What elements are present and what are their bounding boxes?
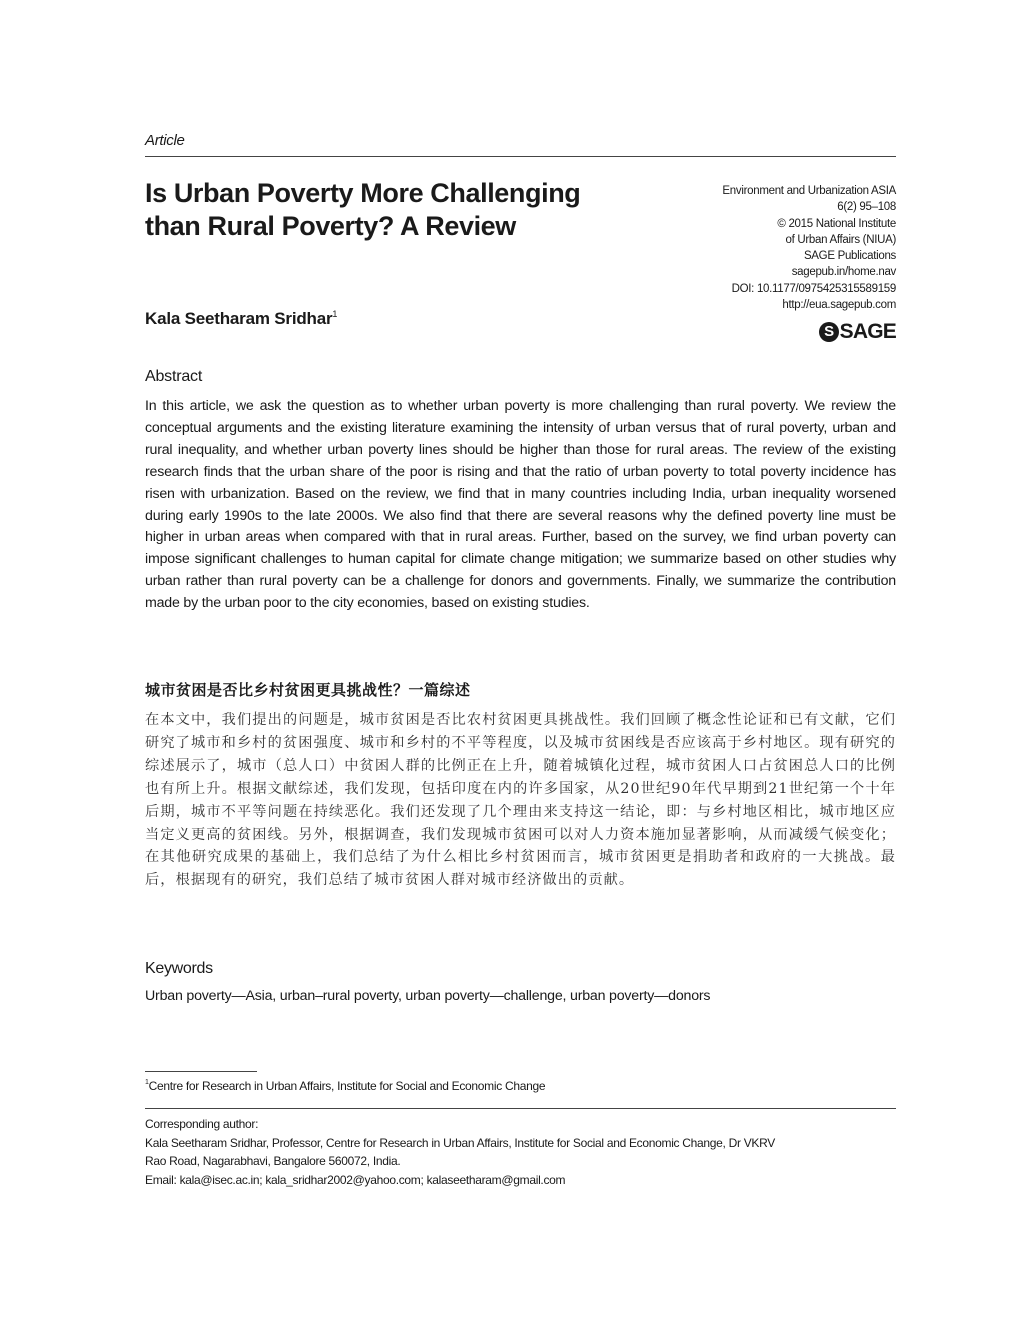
chinese-abstract-title: 城市贫困是否比乡村贫困更具挑战性？一篇综述 [145,681,471,699]
abstract-text: In this article, we ask the question as to whether urban poverty is more challenging than rural poverty. We review the conceptual arguments and the existing literature examining the intensity of urban versus that of rural poverty, urban and rural inequality, and whether urban poverty lines should be higher than those for rural areas. The review of the existing research finds that the urban share of the poor is rising and that the ratio of urban poverty to total poverty incidence has risen with urbanization. Based on the review, we find that in many countries including India, urban inequality worsened during early 1990s to the late 2000s. We also find that there are several reasons why the defined poverty line must be higher in urban areas when compared with that in rural areas. Further, based on the survey, we find urban poverty can impose significant challenges to human capital for climate change mitigation; we summarize based on other studies why urban rather than rural poverty can be a challenge for donors and governments. Finally, we summarize the contribution made by the urban poor to the city economies, based on existing studies. [145,398,896,612]
corresponding-heading: Corresponding author: [145,1117,259,1131]
title-line-1: Is Urban Poverty More Challenging [145,178,581,208]
journal-issue: 6(2) 95–108 [837,201,896,214]
corresponding-rule [145,1108,896,1109]
author-name [145,309,337,329]
journal-info-block [636,183,896,313]
corresponding-address-line-2: Rao Road, Nagarabhavi, Bangalore 560072, India. [145,1154,401,1168]
keywords-list: Urban poverty—Asia, urban–rural poverty, urban poverty—challenge, urban poverty—donors [145,988,711,1004]
affiliation-footnote [145,1079,545,1093]
article-title [145,177,665,243]
chinese-abstract-text: 在本文中，我们提出的问题是，城市贫困是否比农村贫困更具挑战性。我们回顾了概念性论证和已有文献，它们研究了城市和乡村的贫困强度、城市和乡村的不平等程度，以及城市贫困线是否应该高于乡村地区。现有研究的综述展示了，城市（总人口）中贫困人群的比例正在上升，随着城镇化过程，城市贫困人口占贫困总人口的比例也有所上升。根据文献综述，我们发现，包括印度在内的许多国家，从20世纪90年代早期到21世纪第一个十年后期，城市不平等问题在持续恶化。我们还发现了几个理由来支持这一结论，即：与乡村地区相比，城市地区应当定义更高的贫困线。另外，根据调查，我们发现城市贫困可以对人力资本施加显著影响，从而减缓气候变化；在其他研究成果的基础上，我们总结了为什么相比乡村贫困而言，城市贫困更是捐助者和政府的一大挑战。最后，根据现有的研究，我们总结了城市贫困人群对城市经济做出的贡献。 [145,712,896,889]
title-line-2: than Rural Poverty? A Review [145,211,516,241]
publisher-nav-link[interactable]: sagepub.in/home.nav [791,266,896,279]
author-affiliation-mark: 1 [332,309,338,319]
keywords-heading: Keywords [145,960,213,977]
doi-link[interactable]: DOI: 10.1177/0975425315589159 [731,282,896,295]
corresponding-address-line-1: Kala Seetharam Sridhar, Professor, Centre for Research in Urban Affairs, Institute for Social and Economic Change, Dr VKRV [145,1135,775,1150]
journal-url-link[interactable]: http://eua.sagepub.com [782,299,896,312]
publisher-name: SAGE Publications [803,250,896,263]
article-type-label: Article [145,132,185,149]
sage-logo-mark-icon: S [819,322,839,342]
author-name-text: Kala Seetharam Sridhar [145,309,333,328]
footnote-text: Centre for Research in Urban Affairs, Institute for Social and Economic Change [148,1079,546,1093]
copyright-line-cont: of Urban Affairs (NIUA) [785,233,896,246]
header-rule [145,156,896,157]
footnote-rule [145,1071,257,1072]
sage-logo-text: SAGE [839,320,896,343]
journal-name: Environment and Urbanization ASIA [722,185,896,197]
abstract-heading: Abstract [145,368,203,385]
sage-logo [819,320,896,344]
corresponding-email[interactable]: Email: kala@isec.ac.in; kala_sridhar2002@yahoo.com; kalaseetharam@gmail.com [145,1172,566,1187]
copyright-line: © 2015 National Institute [777,217,896,230]
corresponding-author-block [145,1115,896,1189]
footnote-mark: 1 [145,1079,149,1086]
